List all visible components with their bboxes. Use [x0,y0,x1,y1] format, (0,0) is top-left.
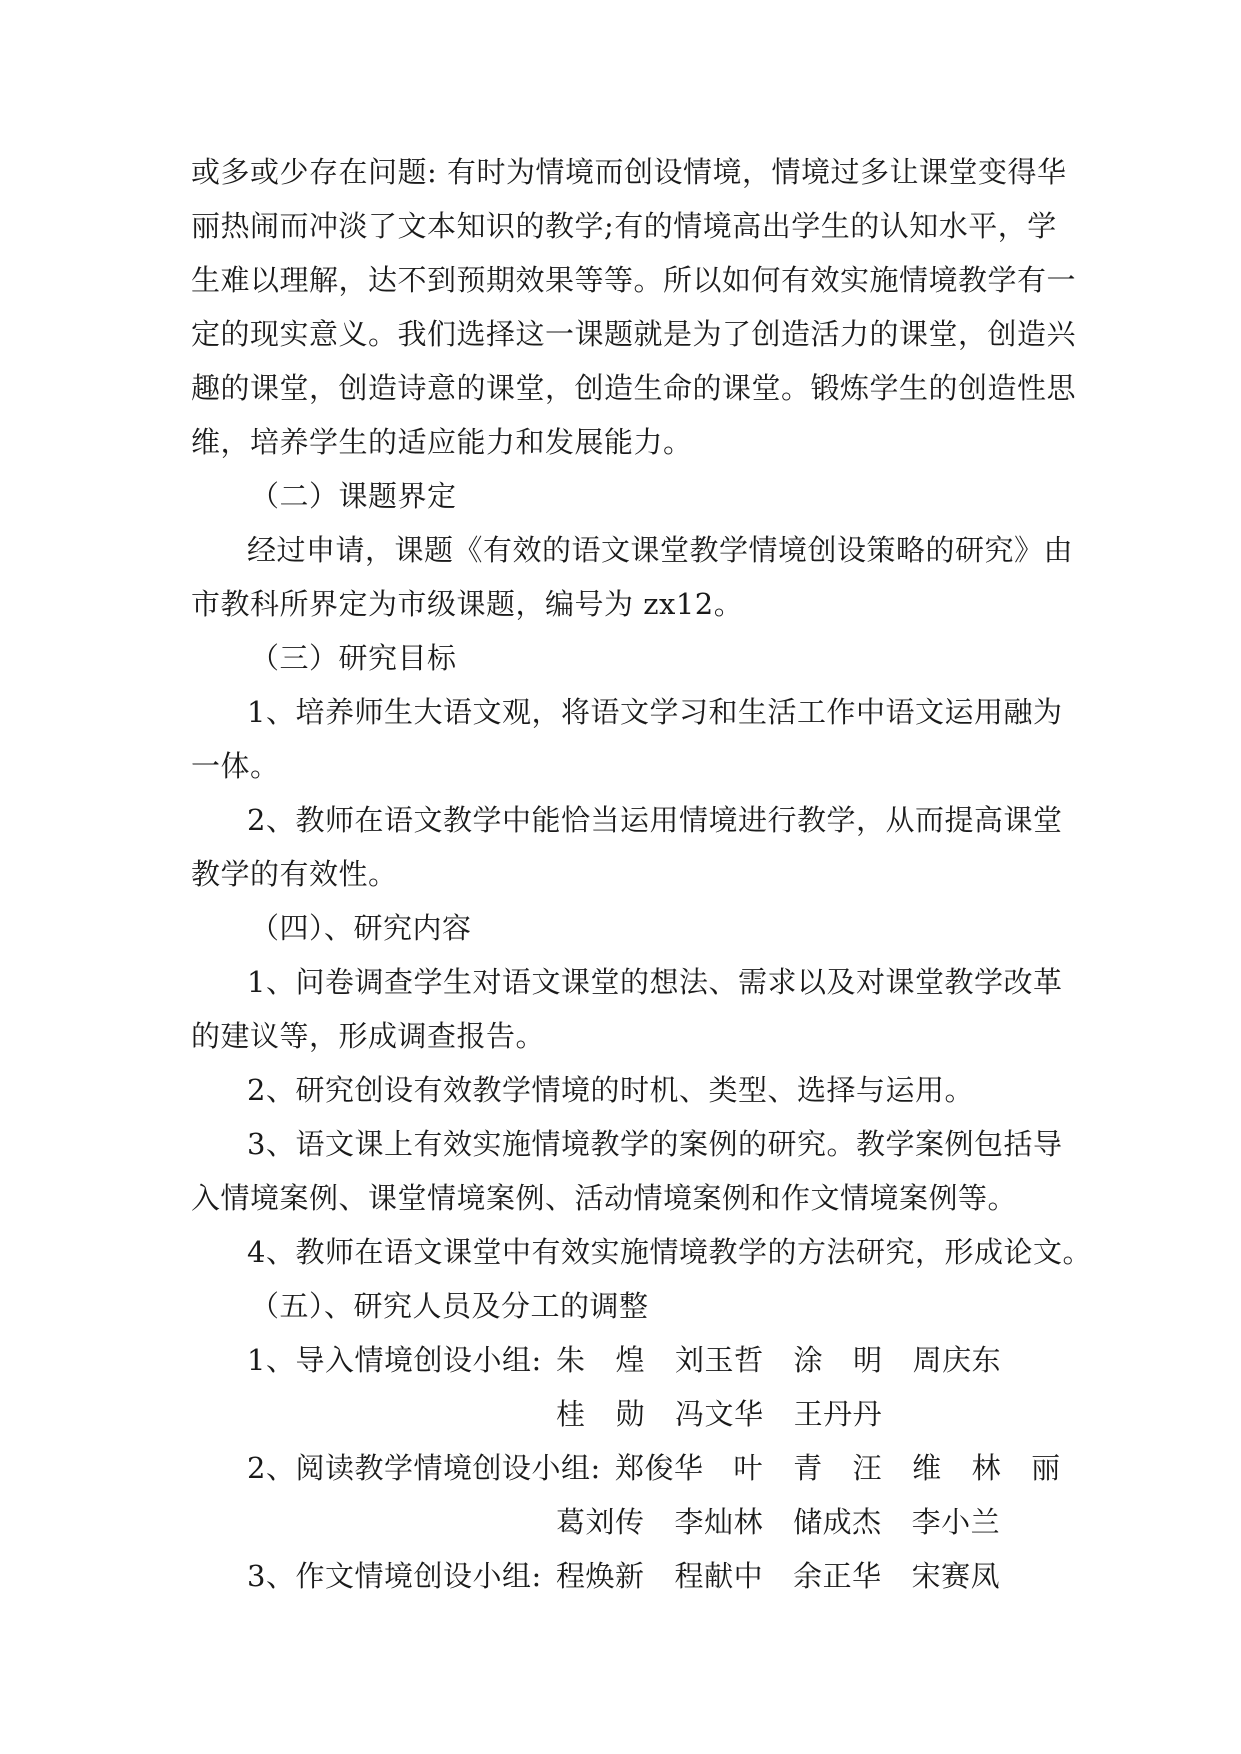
list-item: 3、语文课上有效实施情境教学的案例的研究。教学案例包括导 [247,1127,1063,1161]
paragraph-line: 维，培养学生的适应能力和发展能力。 [191,425,693,459]
member-name: 刘玉哲 [675,1343,764,1377]
list-item: 一体。 [191,749,280,783]
member-name: 葛刘传 [556,1505,645,1539]
member-name: 李小兰 [911,1505,1001,1539]
member-name: 郑俊华 [615,1451,704,1485]
member-name: 余正华 [793,1559,882,1593]
paragraph-line: 或多或少存在问题: 有时为情境而创设情境，情境过多让课堂变得华 [191,155,1067,189]
member-name: 储成杰 [793,1505,882,1539]
group-label: 1、导入情境创设小组: [247,1343,542,1377]
member-name: 李灿林 [674,1505,764,1539]
member-names [556,1340,1001,1380]
section-heading: （四）、研究内容 [250,911,472,945]
section-heading: （二）课题界定 [250,479,457,513]
member-name: 周庆东 [912,1343,1002,1377]
member-name: 王丹丹 [793,1397,883,1431]
list-item: 1、培养师生大语文观，将语文学习和生活工作中语文运用融为 [247,695,1063,729]
member-name: 宋赛凤 [911,1559,1001,1593]
paragraph-line: 丽热闹而冲淡了文本知识的教学;有的情境高出学生的认知水平，学 [191,209,1057,243]
list-item: 4、教师在语文课堂中有效实施情境教学的方法研究，形成论文。 [247,1235,1092,1269]
paragraph-line: 经过申请，课题《有效的语文课堂教学情境创设策略的研究》由 [247,533,1074,567]
list-item: 2、研究创设有效教学情境的时机、类型、选择与运用。 [247,1073,974,1107]
member-names [615,1448,1061,1488]
member-name: 林 丽 [971,1451,1061,1485]
section-heading: （五）、研究人员及分工的调整 [250,1289,649,1323]
member-name: 程焕新 [556,1559,645,1593]
group-label: 3、作文情境创设小组: [247,1559,542,1593]
list-item: 入情境案例、课堂情境案例、活动情境案例和作文情境案例等。 [191,1181,1018,1215]
member-names [556,1502,1000,1542]
paragraph-line: 市教科所界定为市级课题，编号为 zx12。 [191,587,744,621]
member-name: 汪 维 [852,1451,942,1485]
member-name: 桂 勋 [556,1397,646,1431]
paragraph-line: 定的现实意义。我们选择这一课题就是为了创造活力的课堂，创造兴 [191,317,1077,351]
member-name: 冯文华 [675,1397,764,1431]
member-name: 朱 煌 [556,1343,646,1377]
list-item: 2、教师在语文教学中能恰当运用情境进行教学，从而提高课堂 [247,803,1063,837]
section-heading: （三）研究目标 [250,641,457,675]
member-names [556,1394,882,1434]
paragraph-line: 生难以理解，达不到预期效果等等。所以如何有效实施情境教学有一 [191,263,1077,297]
list-item: 的建议等，形成调查报告。 [191,1019,546,1053]
member-name: 叶 青 [733,1451,823,1485]
member-name: 涂 明 [793,1343,883,1377]
list-item: 教学的有效性。 [191,857,398,891]
group-label: 2、阅读教学情境创设小组: [247,1451,601,1485]
member-names [556,1556,1000,1596]
paragraph-line: 趣的课堂，创造诗意的课堂，创造生命的课堂。锻炼学生的创造性思 [191,371,1077,405]
member-name: 程献中 [674,1559,764,1593]
list-item: 1、问卷调查学生对语文课堂的想法、需求以及对课堂教学改革 [247,965,1063,999]
